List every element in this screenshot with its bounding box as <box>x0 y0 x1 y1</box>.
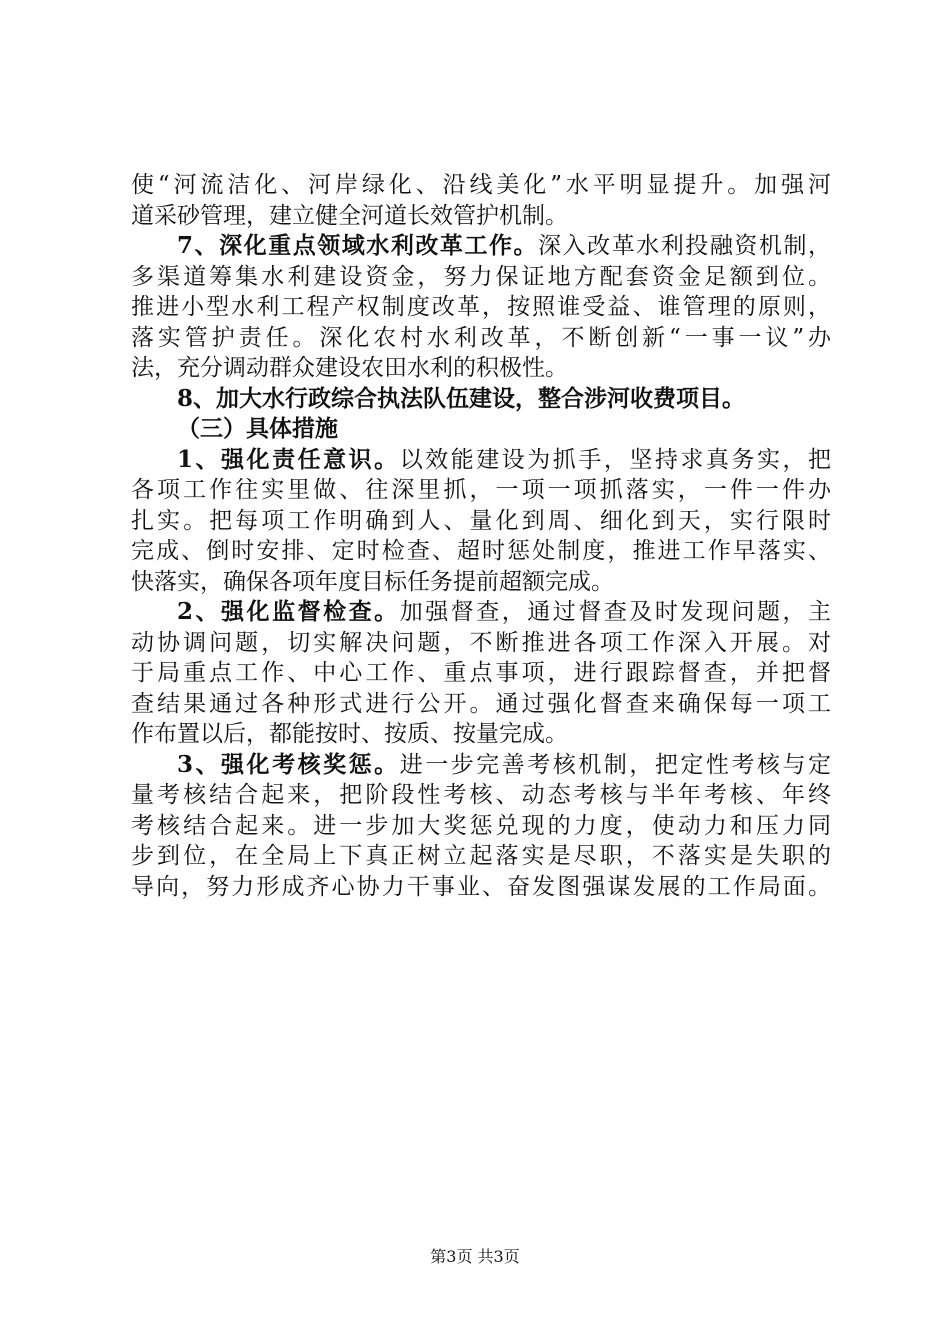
paragraph-line: 量考核结合起来，把阶段性考核、动态考核与半年考核、年终 <box>131 782 831 808</box>
measure-1-text: 以效能建设为抓手，坚持求真务实，把 <box>399 446 831 473</box>
measure-1-title: 1、强化责任意识。 <box>177 445 400 473</box>
paragraph-line: 多渠道筹集水利建设资金，努力保证地方配套资金足额到位。 <box>131 263 831 290</box>
paragraph-line: 导向，努力形成齐心协力干事业、奋发图强谋发展的工作局面。 <box>131 873 831 900</box>
paragraph-line: 作布置以后，都能按时、按质、按量完成。 <box>131 721 568 747</box>
paragraph-line: 查结果通过各种形式进行公开。通过强化督查来确保每一项工 <box>131 690 831 717</box>
paragraph-line: 考核结合起来。进一步加大奖惩兑现的力度，使动力和压力同 <box>131 812 831 839</box>
item-7-text: 深入改革水利投融资机制， <box>538 233 831 259</box>
measure-2-title: 2、强化监督检查。 <box>177 598 400 625</box>
paragraph-line: 道采砂管理，建立健全河道长效管护机制。 <box>131 202 568 229</box>
paragraph-line: 扎实。把每项工作明确到人、量化到周、细化到天，实行限时 <box>131 507 831 534</box>
measure-3-text: 进一步完善考核机制，把定性考核与定 <box>399 751 831 778</box>
item-7-first-line <box>131 231 831 262</box>
paragraph-line: 法，充分调动群众建设农田水利的积极性。 <box>131 355 568 381</box>
page-number-footer: 第3页 共3页 <box>430 1247 520 1266</box>
measure-3-title: 3、强化考核奖惩。 <box>177 750 400 778</box>
paragraph-line: 落实管护责任。深化农村水利改革，不断创新“一事一议”办 <box>131 324 831 351</box>
paragraph-line: 步到位，在全局上下真正树立起落实是尽职，不落实是失职的 <box>131 843 831 869</box>
paragraph-line: 快落实，确保各项年度目标任务提前超额完成。 <box>131 568 614 595</box>
measure-3-first-line <box>131 750 831 781</box>
section-heading: （三）具体措施 <box>177 415 338 442</box>
item-8-heading: 8、加大水行政综合执法队伍建设，整合涉河收费项目。 <box>177 384 746 412</box>
item-7-title: 7、深化重点领域水利改革工作。 <box>177 232 539 259</box>
paragraph-line: 完成、倒时安排、定时检查、超时惩处制度，推进工作早落实、 <box>131 538 831 564</box>
measure-2-text: 加强督查，通过督查及时发现问题，主 <box>399 599 831 625</box>
measure-2-first-line <box>131 597 831 628</box>
paragraph-line: 各项工作往实里做、往深里抓，一项一项抓落实，一件一件办 <box>131 477 831 503</box>
paragraph-line: 使“河流洁化、河岸绿化、沿线美化”水平明显提升。加强河 <box>131 172 831 198</box>
paragraph-line: 推进小型水利工程产权制度改革，按照谁受益、谁管理的原则， <box>131 294 831 320</box>
paragraph-line: 于局重点工作、中心工作、重点事项，进行跟踪督查，并把督 <box>131 660 831 686</box>
document-body <box>131 170 831 902</box>
measure-1-first-line <box>131 445 831 476</box>
paragraph-line: 动协调问题，切实解决问题，不断推进各项工作深入开展。对 <box>131 629 831 656</box>
